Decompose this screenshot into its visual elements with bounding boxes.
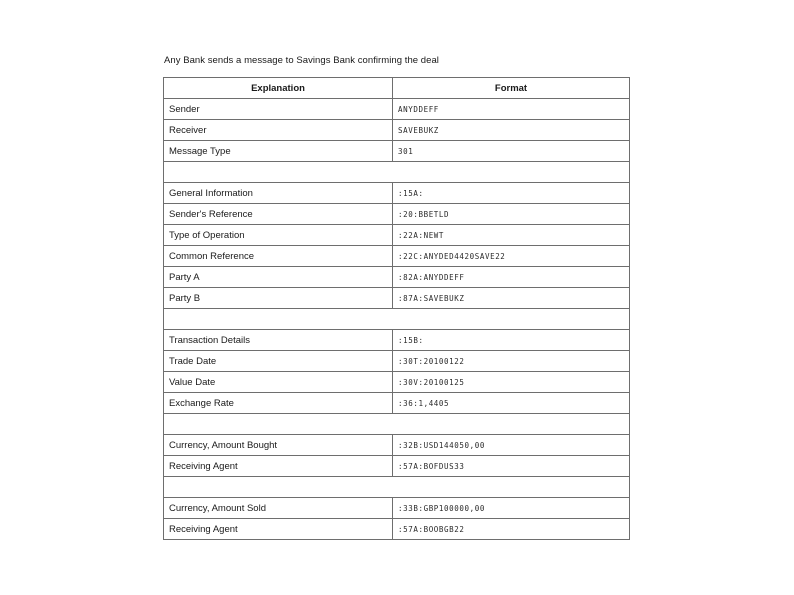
format-cell: :33B:GBP100000,00 <box>393 498 630 519</box>
table-row <box>164 372 630 393</box>
spacer-row <box>164 162 630 183</box>
explanation-cell: Trade Date <box>164 351 393 372</box>
explanation-column-header: Explanation <box>164 78 393 99</box>
explanation-cell: Type of Operation <box>164 225 393 246</box>
explanation-cell: Party A <box>164 267 393 288</box>
explanation-cell: Currency, Amount Bought <box>164 435 393 456</box>
table-row <box>164 183 630 204</box>
spacer-row <box>164 414 630 435</box>
table-row <box>164 267 630 288</box>
format-cell: :82A:ANYDDEFF <box>393 267 630 288</box>
table-row <box>164 498 630 519</box>
spacer-row <box>164 477 630 498</box>
table-row <box>164 519 630 540</box>
format-cell: :22C:ANYDED4420SAVE22 <box>393 246 630 267</box>
format-cell: :30T:20100122 <box>393 351 630 372</box>
message-table <box>163 77 630 540</box>
format-cell: :57A:BOFDUS33 <box>393 456 630 477</box>
format-cell: :87A:SAVEBUKZ <box>393 288 630 309</box>
table-row <box>164 120 630 141</box>
format-cell: :36:1,4405 <box>393 393 630 414</box>
explanation-cell: Transaction Details <box>164 330 393 351</box>
spacer-cell <box>164 477 630 498</box>
table-row <box>164 141 630 162</box>
spacer-cell <box>164 309 630 330</box>
format-cell: SAVEBUKZ <box>393 120 630 141</box>
format-cell: ANYDDEFF <box>393 99 630 120</box>
explanation-cell: Sender's Reference <box>164 204 393 225</box>
table-header-row <box>164 78 630 99</box>
document-caption: Any Bank sends a message to Savings Bank confirming the deal <box>164 55 439 66</box>
table-row <box>164 393 630 414</box>
explanation-cell: Sender <box>164 99 393 120</box>
explanation-cell: Party B <box>164 288 393 309</box>
explanation-cell: Currency, Amount Sold <box>164 498 393 519</box>
explanation-cell: Receiving Agent <box>164 456 393 477</box>
table-row <box>164 330 630 351</box>
format-cell: :22A:NEWT <box>393 225 630 246</box>
explanation-cell: Exchange Rate <box>164 393 393 414</box>
table-row <box>164 351 630 372</box>
format-cell: :32B:USD144050,00 <box>393 435 630 456</box>
format-cell: :20:BBETLD <box>393 204 630 225</box>
table-row <box>164 435 630 456</box>
explanation-cell: Value Date <box>164 372 393 393</box>
format-cell: :15B: <box>393 330 630 351</box>
spacer-cell <box>164 414 630 435</box>
format-cell: :15A: <box>393 183 630 204</box>
table-row <box>164 456 630 477</box>
table-row <box>164 225 630 246</box>
table-row <box>164 204 630 225</box>
table-row <box>164 99 630 120</box>
explanation-cell: Receiving Agent <box>164 519 393 540</box>
table-row <box>164 288 630 309</box>
explanation-cell: Common Reference <box>164 246 393 267</box>
format-cell: 301 <box>393 141 630 162</box>
format-cell: :57A:BOOBGB22 <box>393 519 630 540</box>
explanation-cell: General Information <box>164 183 393 204</box>
format-cell: :30V:20100125 <box>393 372 630 393</box>
format-column-header: Format <box>393 78 630 99</box>
spacer-cell <box>164 162 630 183</box>
explanation-cell: Message Type <box>164 141 393 162</box>
spacer-row <box>164 309 630 330</box>
table-row <box>164 246 630 267</box>
explanation-cell: Receiver <box>164 120 393 141</box>
